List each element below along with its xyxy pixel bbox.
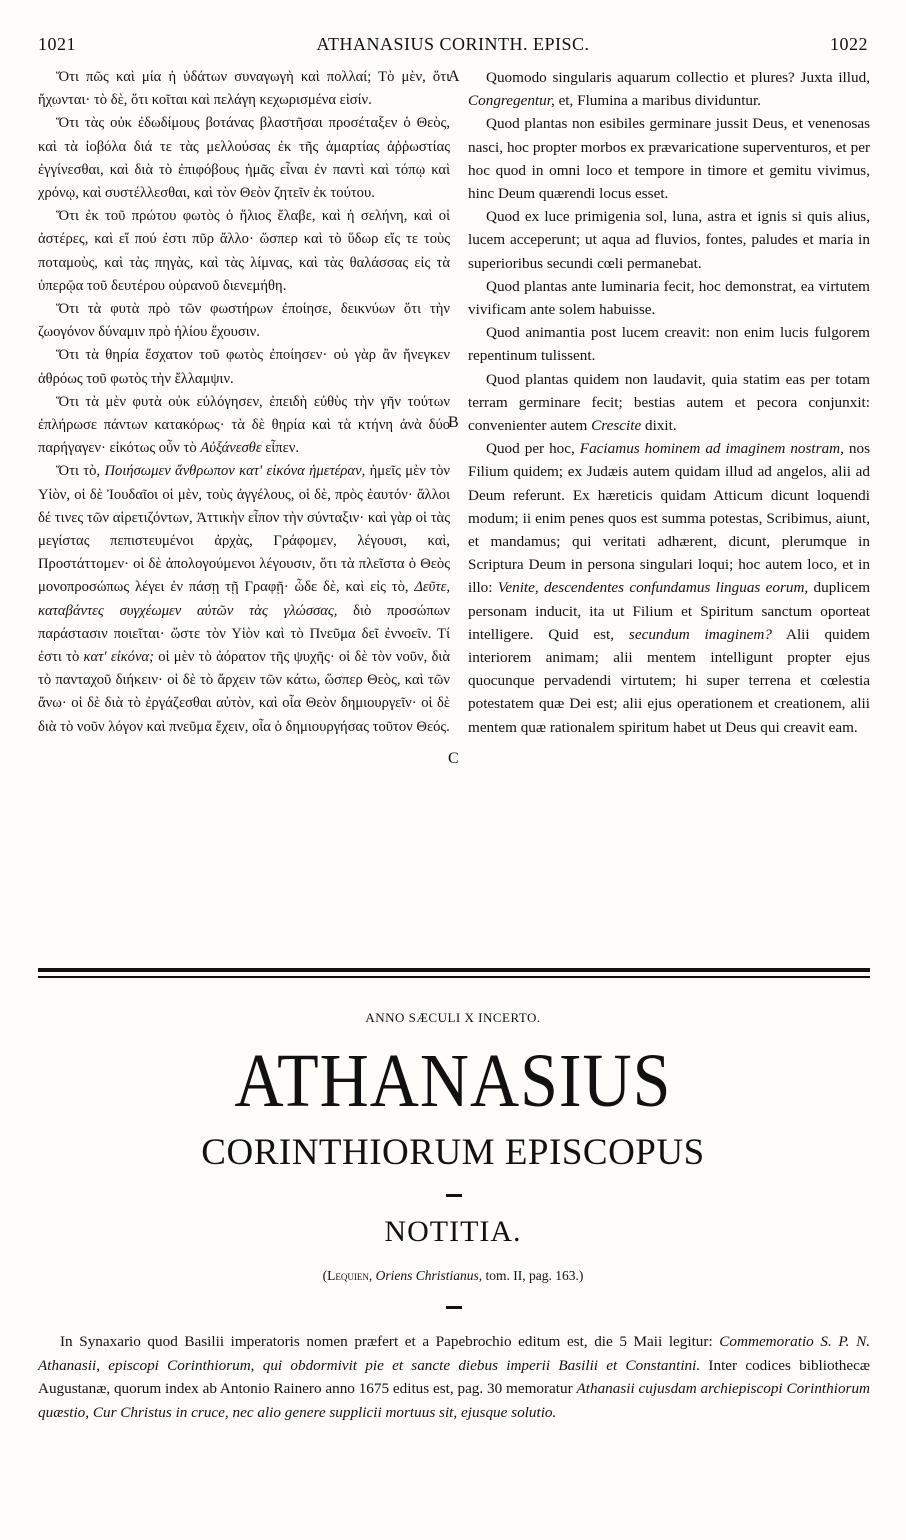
greek-column [38,66,450,739]
latin-text: Quod per hoc, [486,440,575,458]
greek-paragraph: Ὅτι τὰς οὐκ ἐδωδίμους βοτάνας βλαστῆσαι προσέταξεν ὁ Θεὸς, καὶ τὰ ἰοβόλα διά τε τὰς μελλούσας ἐκ τῆς ἁμαρτίας ἀῤῥωστίας ἐγγίνεσθαι, καὶ διὰ τὸ ἐπιφόβους ἡμᾶς εἶναι ἐν παντὶ καὶ τόπῳ καὶ χρόνῳ, καὶ συστέλλεσθαι, καὶ τὸν Θεὸν ζητεῖν ἐκ τούτου. [38,115,450,202]
page-number-right: 1022 [830,34,868,54]
two-column-text [38,66,870,956]
section-rule-thin [38,976,870,978]
latin-paragraph [468,368,870,438]
greek-paragraph: Ὅτι πῶς καὶ μία ἡ ὑδάτων συναγωγὴ καὶ πολλαί; Τὸ μὲν, ὅτι ἤχωνται· τὸ δὲ, ὅτι κοῖται καὶ πελάγη κεχωρισμένα εἰσίν. [38,69,450,109]
latin-paragraph [468,437,870,739]
latin-column [468,66,870,739]
latin-italic: Venite, descendentes confundamus linguas eorum, [497,579,809,597]
latin-text: et, Flumina a maribus dividuntur. [558,92,762,110]
greek-italic: Ποιήσωμεν ἄνθρωπον κατ' εἰκόνα ἡμετέραν, [104,463,366,480]
greek-text: διὸ προσώπων παράστασιν ποιεῖται· ὥστε τὸν Υἱὸν καὶ τὸ Πνεῦμα δεῖ ἐννοεῖν. Τί ἐστι τὸ [38,602,450,666]
greek-italic: Αὐξάνεσθε [200,440,262,457]
latin-italic: secundum imaginem? [628,625,772,643]
date-line: ANNO SÆCULI X INCERTO. [365,1010,541,1025]
latin-italic: Faciamus hominem ad imaginem nostram, [579,440,844,458]
latin-text: Quomodo singularis aquarum collectio et plures? Juxta illud, [486,69,870,86]
body-italic: Athanasii cujusdam archiepiscopi Corinthiorum quæstio, Cur Christus in cruce, nec alio genere supplicii mortuus sit, ejusque solutio. [38,1380,871,1421]
latin-paragraph [468,66,870,112]
running-header [38,34,868,56]
greek-text: εἶπεν. [265,440,300,457]
notitia-body [38,1330,870,1424]
latin-text: Alii quidem interiorem animam; alii mentem intelligunt propter ejus quocunque pervadendi virtutem; hi super terrena et cœlestia potestatem quæ Dei est; alii ejus operationem et creationem, alii mentem quæ rationalem spiritum habet ut Deus qui creavit eam. [468,625,870,736]
citation-work: Oriens Christianus, [375,1268,483,1283]
latin-italic: Crescite [591,417,642,435]
greek-italic: Δεῦτε, καταβάντες συγχέωμεν αὐτῶν τὰς γλώσσας, [38,579,450,619]
citation-paren: ( [322,1268,328,1283]
greek-paragraph [38,391,450,461]
citation-dash [446,1306,462,1309]
greek-paragraph [38,460,450,738]
section-rule-thick [38,968,870,972]
notitia-heading: NOTITIA. [384,1215,522,1248]
body-italic: Commemoratio S. P. N. Athanasii, episcopi Corinthiorum, qui obdormivit pie et sancte diebus imperii Basilii et Constantini. [38,1333,870,1374]
notitia-paragraph [38,1330,870,1424]
greek-paragraph: Ὅτι τὰ θηρία ἔσχατον τοῦ φωτὸς ἐποίησεν· οὐ γὰρ ἂν ἤνεγκεν ἀθρόως τοῦ φωτὸς τὴν ἔλλαμψιν. [38,347,450,387]
citation-author: Lequien, [327,1268,373,1283]
greek-paragraph: Ὅτι ἐκ τοῦ πρώτου φωτὸς ὁ ἥλιος ἔλαβε, καὶ ἡ σελήνη, καὶ οἱ ἀστέρες, καὶ εἴ πού ἐστι πῦρ ἄλλο· ὥσπερ καὶ τὸ ὕδωρ εἴς τε τοὺς ποταμοὺς, καὶ τὰς πηγὰς, καὶ τὰς λίμνας, καὶ τὰς θαλάσσας εἰς τὰ ὑπερῷα τοῦ δευτέρου οὐρανοῦ διενεμήθη. [38,208,450,294]
latin-paragraph: Quod ex luce primigenia sol, luna, astra et ignis si quis alius, lucem acceperunt; ut aqua ad fluvios, fontes, paludes et maria in superioribus secundi cœli permanebat. [468,208,870,272]
greek-paragraph: Ὅτι τὰ φυτὰ πρὸ τῶν φωστήρων ἐποίησε, δεικνύων ὅτι τὴν ζωογόνον δύναμιν πρὸ ἡλίου ἔχουσιν. [38,301,450,341]
author-subtitle: CORINTHIORUM EPISCOPUS [201,1132,705,1173]
running-title: ATHANASIUS CORINTH. EPISC. [316,34,590,54]
body-text: Inter codices bibliothecæ Augustanæ, quorum index ab Antonio Rainero anno 1675 editus est, pag. 30 memoratur [38,1356,870,1397]
margin-mark-a: A [448,68,460,85]
latin-paragraph: Quod plantas non esibiles germinare jussit Deus, et venenosas nasci, hoc propter morbos ex prævaricatione superventuros, et per hoc quod in omni loco et tempore in timore et gemitu vivimus, hinc Deum quærendi locus esset. [468,115,870,203]
source-citation [0,1268,906,1284]
greek-text: οἱ μὲν τὸ ἀόρατον τῆς ψυχῆς· οἱ δὲ τὸν νοῦν, διὰ τὸ πανταχοῦ διήκειν· οἱ δὲ τὸ ἄρχειν τῶν κάτω, ὥσπερ Θεὸς, καὶ τῶν ἄνω· οἱ δὲ διὰ τὸ ἐργάζεσθαι αὐτὸν, καὶ οἷα Θεὸν δημιουργεῖν· οἱ δὲ διὰ τὸ νοῦν λόγον καὶ πνεῦμα ἔχειν, οἷα ὁ δημιουργήσας τοῦτον Θεός. [38,649,450,735]
latin-italic: Congregentur, [468,92,555,110]
latin-text: dixit. [645,417,677,435]
greek-text: ἡμεῖς μὲν τὸν Υἱὸν, οἱ δὲ Ἰουδαῖοι οἱ μὲν, τοὺς ἀγγέλους, οἱ δὲ, πρὸς ἑαυτόν· ἄλλοι δέ τινες τῶν αἱρετιζόντων, Ἀττικὴν εἶπον τὴν σύνταξιν· καὶ γὰρ οἱ τὰς μεγίστας πεπιστευμένοι ἀρχὰς, Γράφομεν, λέγουσι, καὶ, Προστάττομεν· οἱ δὲ ἀπολογούμενοι λέγουσιν, ὅτι τὰ πλεῖστα ὁ Θεὸς μονοπροσώπως λέγει ἐν πάσῃ τῇ Γραφῇ· ὧδε δὲ, καὶ εἰς τὸ, [38,463,450,596]
margin-mark-c: C [448,750,459,767]
page-number-left: 1021 [38,34,76,54]
greek-text: Ὅτι τὰ μὲν φυτὰ οὐκ εὐλόγησεν, ἐπειδὴ εὐθὺς τὴν γῆν τούτων ἐπλήρωσε πάντων κατακόρως· τὰ δὲ θηρία καὶ τὰ κτήνη ἀνὰ δύο παρήγαγεν· εἰκότως οὖν τὸ [38,393,450,457]
citation-rest: tom. II, pag. 163.) [485,1268,584,1283]
body-text: In Synaxario quod Basilii imperatoris nomen præfert et a Papebrochio editum est, die 5 Maii legitur: [60,1333,713,1350]
author-title: ATHANASIUS [234,1037,672,1123]
greek-text: Ὅτι τὸ, [56,463,101,480]
latin-text: duplicem personam inducit, ita ut Filium et Spiritum sanctum oporteat intelligere. Quid est, [468,579,871,643]
latin-paragraph: Quod animantia post lucem creavit: non enim lucis fulgorem repentinum tulissent. [468,324,870,365]
latin-paragraph: Quod plantas ante luminaria fecit, hoc demonstrat, ea virtutem vivificam ante solem habuisse. [468,277,870,319]
title-dash [446,1194,462,1197]
margin-mark-b: B [448,414,459,431]
latin-text: nos Filium quidem; ex Judæis autem quidam illud ad angelos, alii ad Deum referunt. Ex hæreticis quidam Atticum dicunt loquendi modum; ii enim penes quos est summa potestas, Scribimus, aiunt, et mandamus; qui veritati adhærent, dicunt, plerumque in Scriptura Deum in persona singulari loqui; hoc autem loco, et in illo: [468,440,871,597]
latin-text: Quod plantas quidem non laudavit, quia statim eas per totam terram germinare fecit; bestias autem et pecora conjunxit: convenienter autem [468,370,870,435]
greek-italic: κατ' εἰκόνα; [83,649,154,666]
